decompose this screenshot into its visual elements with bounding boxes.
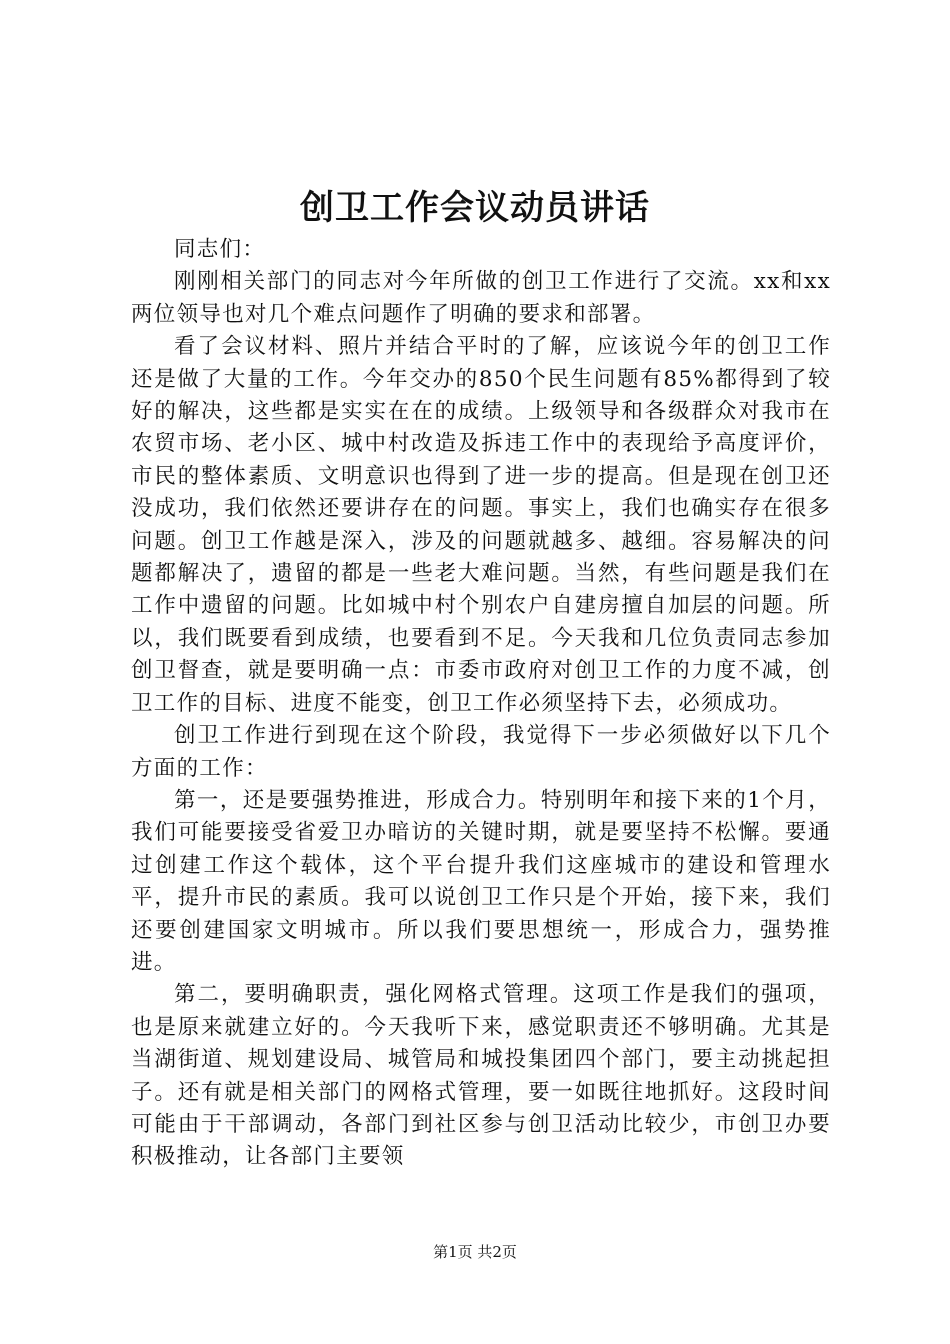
paragraph-point-one: 第一，还是要强势推进，形成合力。特别明年和接下来的1个月，我们可能要接受省爱卫办暗访的关键时期，就是要坚持不松懈。要通过创建工作这个载体，这个平台提升我们这座城市的建设和管理水平，提升市民的素质。我可以说创卫工作只是个开始，接下来，我们还要创建国家文明城市。所以我们要思想统一，形成合力，强势推进。 — [131, 787, 831, 975]
document-title: 创卫工作会议动员讲话 — [300, 188, 650, 228]
paragraph-achievements: 看了会议材料、照片并结合平时的了解，应该说今年的创卫工作还是做了大量的工作。今年交办的850个民生问题有85%都得到了较好的解决，这些都是实实在在的成绩。上级领导和各级群众对我市在农贸市场、老小区、城中村改造及拆违工作中的表现给予高度评价，市民的整体素质、文明意识也得到了进一步的提高。但是现在创卫还没成功，我们依然还要讲存在的问题。事实上，我们也确实存在很多问题。创卫工作越是深入，涉及的问题就越多、越细。容易解决的问题都解决了，遗留的都是一些老大难问题。当然，有些问题是我们在工作中遗留的问题。比如城中村个别农户自建房擅自加层的问题。所以，我们既要看到成绩，也要看到不足。今天我和几位负责同志参加创卫督查，就是要明确一点：市委市政府对创卫工作的力度不减，创卫工作的目标、进度不能变，创卫工作必须坚持下去，必须成功。 — [131, 334, 831, 716]
paragraph-salutation: 同志们： — [174, 237, 266, 262]
paragraph-point-two: 第二，要明确职责，强化网格式管理。这项工作是我们的强项，也是原来就建立好的。今天我听下来，感觉职责还不够明确。尤其是当湖街道、规划建设局、城管局和城投集团四个部门，要主动挑起担子。还有就是相关部门的网格式管理，要一如既往地抓好。这段时间可能由于干部调动，各部门到社区参与创卫活动比较少，市创卫办要积极推动，让各部门主要领 — [131, 982, 831, 1170]
page-footer: 第1页 共2页 — [433, 1243, 517, 1261]
paragraph-intro: 刚刚相关部门的同志对今年所做的创卫工作进行了交流。xx和xx两位领导也对几个难点问题作了明确的要求和部署。 — [131, 269, 831, 327]
paragraph-next-steps: 创卫工作进行到现在这个阶段，我觉得下一步必须做好以下几个方面的工作： — [131, 723, 831, 781]
document-body — [131, 234, 831, 1174]
